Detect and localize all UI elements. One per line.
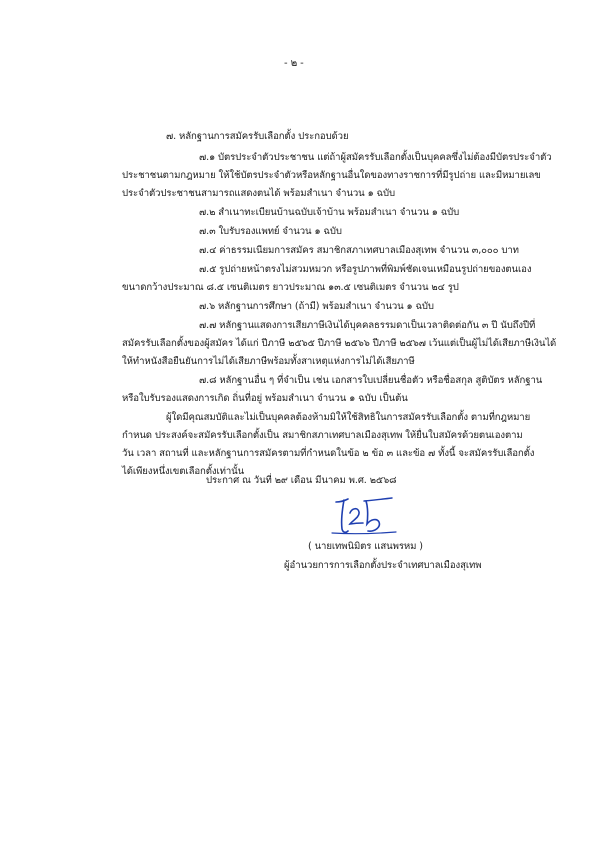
item-7-7-line-2: สมัครรับเลือกตั้งของผู้สมัคร ได้แก่ ปีภาษี ๒๕๖๕ ปีภาษี ๒๕๖๖ ปีภาษี ๒๕๖๗ เว้นแต่เป็นผู้ไม่ได้เสียภาษีเงินได้ bbox=[122, 338, 557, 349]
item-7-5-line-2: ขนาดกว้างประมาณ ๘.๕ เซนติเมตร ยาวประมาณ ๑๓.๕ เซนติเมตร จำนวน ๒๔ รูป bbox=[122, 282, 459, 293]
section-7-heading: ๗. หลักฐานการสมัครรับเลือกตั้ง ประกอบด้วย bbox=[166, 131, 349, 142]
item-7-8-line-1: ๗.๘ หลักฐานอื่น ๆ ที่จำเป็น เช่น เอกสารใบเปลี่ยนชื่อตัว หรือชื่อสกุล สูติบัตร หลักฐาน bbox=[199, 375, 543, 386]
signatory-name: ( นายเทพนิมิตร แสนพรหม ) bbox=[308, 541, 423, 552]
page-number: - ๒ - bbox=[284, 58, 304, 69]
item-7-2: ๗.๒ สำเนาทะเบียนบ้านฉบับเจ้าบ้าน พร้อมสำเนา จำนวน ๑ ฉบับ bbox=[199, 207, 460, 218]
closing-line-4: ได้เพียงหนึ่งเขตเลือกตั้งเท่านั้น bbox=[122, 466, 245, 477]
item-7-7-line-1: ๗.๗ หลักฐานแสดงการเสียภาษีเงินได้บุคคลธรรมดาเป็นเวลาติดต่อกัน ๓ ปี นับถึงปีที่ bbox=[199, 320, 536, 331]
closing-line-2: กำหนด ประสงค์จะสมัครรับเลือกตั้งเป็น สมาชิกสภาเทศบาลเมืองสุเทพ ให้ยื่นใบสมัครด้วยตนเองตาม bbox=[122, 430, 523, 441]
item-7-5-line-1: ๗.๕ รูปถ่ายหน้าตรงไม่สวมหมวก หรือรูปภาพที่พิมพ์ชัดเจนเหมือนรูปถ่ายของตนเอง bbox=[199, 264, 532, 275]
announcement-date: ประกาศ ณ วันที่ ๒๙ เดือน มีนาคม พ.ศ. ๒๕๖๘ bbox=[206, 475, 397, 486]
item-7-7-line-3: ให้ทำหนังสือยืนยันการไม่ได้เสียภาษีพร้อมทั้งสาเหตุแห่งการไม่ได้เสียภาษี bbox=[122, 356, 415, 367]
item-7-1-line-3: ประจำตัวประชาชนสามารถแสดงตนได้ พร้อมสำเนา จำนวน ๑ ฉบับ bbox=[122, 188, 395, 199]
item-7-3: ๗.๓ ใบรับรองแพทย์ จำนวน ๑ ฉบับ bbox=[199, 226, 342, 237]
item-7-4: ๗.๔ ค่าธรรมเนียมการสมัคร สมาชิกสภาเทศบาลเมืองสุเทพ จำนวน ๓,๐๐๐ บาท bbox=[199, 245, 519, 256]
signatory-position: ผู้อำนวยการการเลือกตั้งประจำเทศบาลเมืองสุเทพ bbox=[284, 560, 482, 571]
item-7-1-line-1: ๗.๑ บัตรประจำตัวประชาชน แต่ถ้าผู้สมัครรับเลือกตั้งเป็นบุคคลซึ่งไม่ต้องมีบัตรประจำตัว bbox=[199, 152, 552, 163]
item-7-8-line-2: หรือใบรับรองแสดงการเกิด ถิ่นที่อยู่ พร้อมสำเนา จำนวน ๑ ฉบับ เป็นต้น bbox=[122, 393, 408, 404]
closing-line-3: วัน เวลา สถานที่ และหลักฐานการสมัครตามที่กำหนดในข้อ ๒ ข้อ ๓ และข้อ ๗ ทั้งนี้ จะสมัครรับเลือกตั้ง bbox=[122, 448, 535, 459]
closing-line-1: ผู้ใดมีคุณสมบัติและไม่เป็นบุคคลต้องห้ามมิให้ใช้สิทธิในการสมัครรับเลือกตั้ง ตามที่กฎหมาย bbox=[166, 412, 531, 423]
item-7-6: ๗.๖ หลักฐานการศึกษา (ถ้ามี) พร้อมสำเนา จำนวน ๑ ฉบับ bbox=[199, 301, 434, 312]
item-7-1-line-2: ประชาชนตามกฎหมาย ให้ใช้บัตรประจำตัวหรือหลักฐานอื่นใดของทางราชการที่มีรูปถ่าย และมีหมายเลข bbox=[122, 170, 541, 181]
signature-image bbox=[330, 493, 400, 537]
